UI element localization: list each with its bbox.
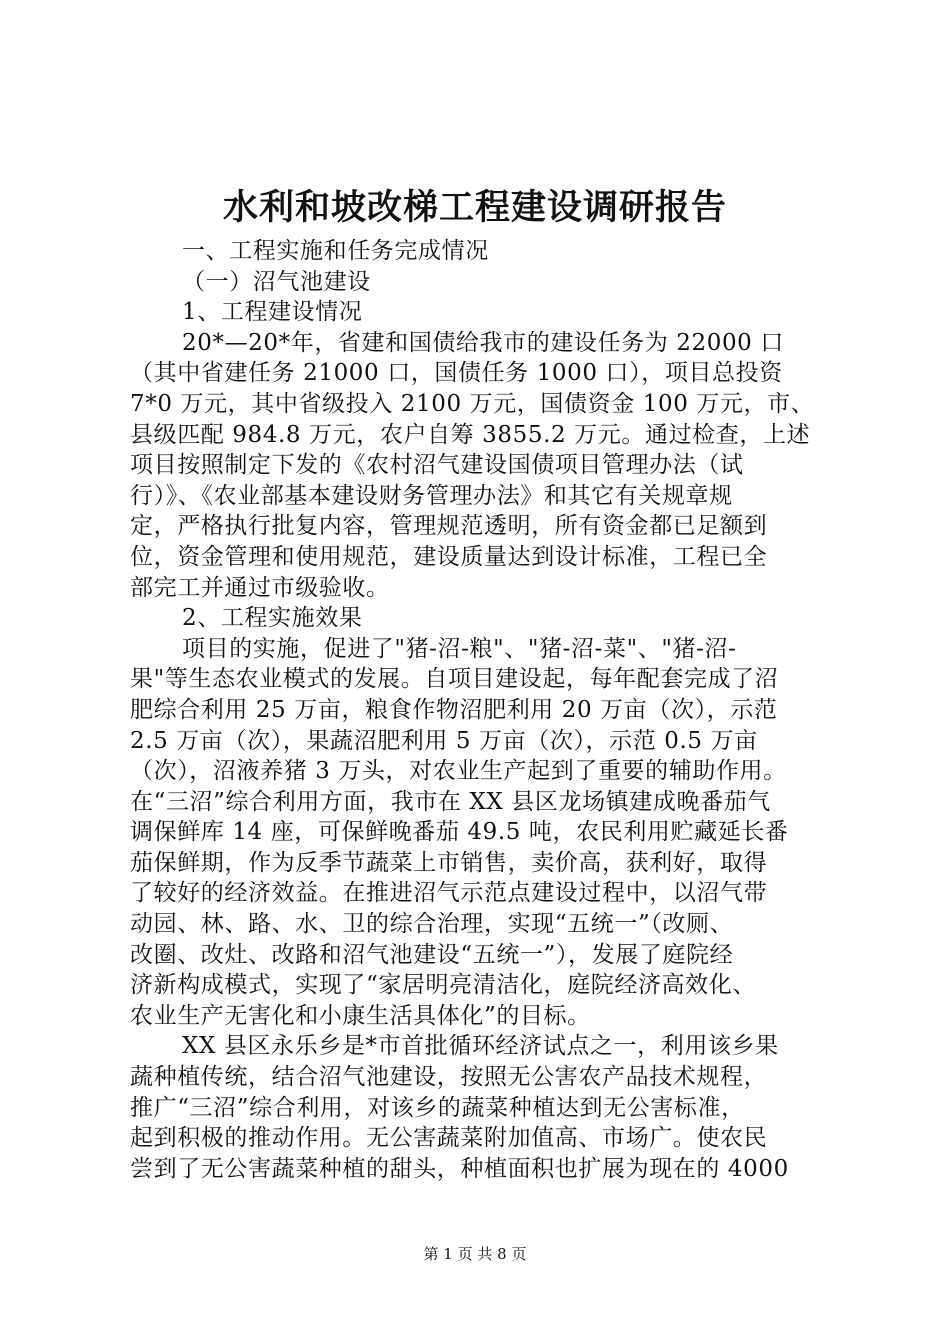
body-line: 2、工程实施效果	[182, 605, 363, 632]
body-line: 在“三沼”综合利用方面，我市在 XX 县区龙场镇建成晚番茄气	[130, 788, 771, 815]
body-line: 推广“三沼”综合利用，对该乡的蔬菜种植达到无公害标准，	[130, 1094, 745, 1121]
body-line: 一、工程实施和任务完成情况	[182, 238, 489, 264]
body-line: 动园、林、路、水、卫的综合治理，实现“五统一”（改厕、	[130, 911, 734, 938]
body-line: 项目的实施，促进了"猪-沼-粮"、"猪-沼-菜"、"猪-沼-	[182, 635, 737, 662]
page-footer: 第 1 页 共 8 页	[423, 1245, 527, 1263]
body-line: 蔬种植传统，结合沼气池建设，按照无公害农产品技术规程，	[130, 1064, 768, 1091]
body-line: 20*—20*年，省建和国债给我市的建设任务为 22000 口	[182, 329, 784, 356]
body-line: 了较好的经济效益。在推进沼气示范点建设过程中，以沼气带	[130, 880, 768, 907]
body-line: （一）沼气池建设	[182, 268, 371, 295]
body-line: （次），沼液养猪 3 万头，对农业生产起到了重要的辅助作用。	[130, 758, 787, 785]
body-line: 项目按照制定下发的《农村沼气建设国债项目管理办法（试	[130, 452, 744, 479]
body-line: 茄保鲜期，作为反季节蔬菜上市销售，卖价高，获利好，取得	[130, 849, 768, 876]
body-line: 县级匹配 984.8 万元，农户自筹 3855.2 万元。通过检查，上述	[130, 421, 811, 448]
body-line: 1、工程建设情况	[182, 299, 363, 326]
body-line: XX 县区永乐乡是*市首批循环经济试点之一，利用该乡果	[182, 1033, 779, 1060]
body-line: 济新构成模式，实现了“家居明亮清洁化，庭院经济高效化、	[130, 972, 756, 999]
body-line: 定，严格执行批复内容，管理规范透明，所有资金都已足额到	[130, 513, 768, 540]
body-line: 果"等生态农业模式的发展。自项目建设起，每年配套完成了沼	[130, 666, 779, 693]
body-line: 肥综合利用 25 万亩，粮食作物沼肥利用 20 万亩（次），示范	[130, 696, 778, 723]
body-line: 位，资金管理和使用规范，建设质量达到设计标准，工程已全	[130, 543, 768, 570]
body-line: 改圈、改灶、改路和沼气池建设“五统一”），发展了庭院经	[130, 941, 734, 968]
body-line: 行）》、《农业部基本建设财务管理办法》和其它有关规章规	[130, 482, 733, 509]
body-line: 部完工并通过市级验收。	[130, 574, 390, 601]
body-line: 起到积极的推动作用。无公害蔬菜附加值高、市场广。使农民	[130, 1125, 768, 1152]
body-line: 2.5 万亩（次），果蔬沼肥利用 5 万亩（次），示范 0.5 万亩	[130, 727, 758, 754]
body-line: 尝到了无公害蔬菜种植的甜头，种植面积也扩展为现在的 4000	[130, 1155, 789, 1182]
document-title: 水利和坡改梯工程建设调研报告	[222, 187, 727, 228]
body-line: 调保鲜库 14 座，可保鲜晚番茄 49.5 吨，农民利用贮藏延长番	[130, 819, 789, 846]
body-line: 农业生产无害化和小康生活具体化”的目标。	[130, 1002, 591, 1029]
body-line: 7*0 万元，其中省级投入 2100 万元，国债资金 100 万元，市、	[130, 390, 815, 417]
document-body	[130, 236, 830, 1184]
body-line: （其中省建任务 21000 口，国债任务 1000 口），项目总投资	[130, 360, 783, 387]
